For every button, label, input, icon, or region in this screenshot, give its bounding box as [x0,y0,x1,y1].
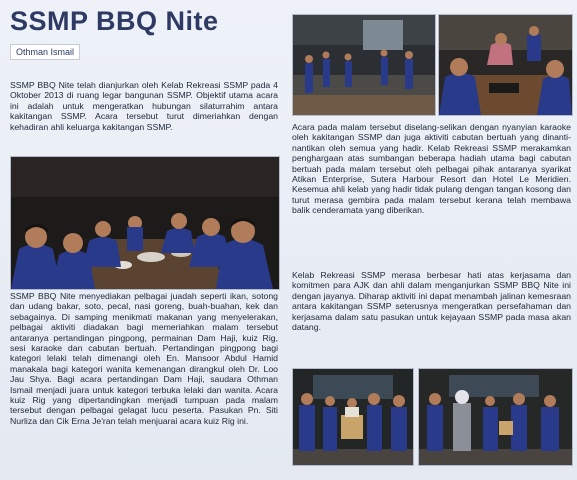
author-label: Othman Ismail [10,44,80,60]
body-right-paragraph-1: Acara pada malam tersebut diselang-selikan dengan nyanyian karaoke oleh kakitangan SSMP dan juga aktiviti cabutan bertuah yang dinanti-nantikan oleh semua yang hadir. Kelab Rekreasi SSMP merakamkan penghargaan atas sumbangan beberapa hadiah utama bagi cabutan bertuah pada malam tersebut oleh pelbagai pihak antaranya syarikat Atikan Enterprise, Sutera Harbour Resort dan Hotel Le Meridien. Kesemua ahli kelab yang hadir tidak pulang dengan tangan kosong dan turut merasa gembira pada malam tersebut kerana telah membawa balik cenderamata yang diberikan. [292,122,571,216]
body-right-paragraph-2: Kelab Rekreasi SSMP merasa berbesar hati atas kerjasama dan komitmen para AJK dan ahli dalam menganjurkan SSMP BBQ Nite ini dengan jayanya. Diharap aktiviti ini dapat menambah jalinan kemesraan antara kakitangan SSMP seterusnya mengeratkan persefahaman dan kerjasama dalam satu pasukan untuk kejayaan SSMP pada masa akan datang. [292,270,571,333]
body-left-paragraph: SSMP BBQ Nite menyediakan pelbagai juadah seperti ikan, sotong dan udang bakar, soto, pecal, nasi goreng, buah-buahan, kek dan sebagainya. Di samping menikmati makanan yang menyelerakan, pelbagai aktiviti diadakan bagi memeriahkan malam tersebut antaranya pertandingan pingpong, permainan Dam Haji, kuiz Rig, sesi karaoke dan cabutan bertuah. Pertandingan pingpong bagi kategori lelaki telah dimenangi oleh En. Mansoor Abdul Hamid manakala bagi kategori wanita kemenangan dirangkul oleh Dr. Loo Jau Shya. Bagi acara pertandingan Dam Haji, saudara Othman Ismail menjadi juara untuk kategori terbuka lelaki dan wanita. Acara kuiz Rig yang dipertandingkan menjadi tumpuan pada malam tersebut dengan pelbagai gelagat lucu peserta. Pasukan Pn. Siti Nurliza dan Cik Erna Je'ran telah menjuarai acara kuiz Rig ini. [10,291,278,426]
prize-photo-left [292,368,414,466]
event-photo-hall [292,14,436,116]
group-photo [10,156,280,290]
article-title: SSMP BBQ Nite [10,6,219,36]
prize-photo-right [418,368,573,466]
event-photo-game [438,14,573,116]
intro-paragraph: SSMP BBQ Nite telah dianjurkan oleh Kelab Rekreasi SSMP pada 4 Oktober 2013 di ruang legar bangunan SSMP. Objektif utama acara ini adalah untuk mengeratkan hubungan silaturrahim antara kakitangan SSMP. Acara tersebut turut dimeriahkan dengan kehadiran ahli keluarga kakitangan SSMP. [10,80,278,132]
